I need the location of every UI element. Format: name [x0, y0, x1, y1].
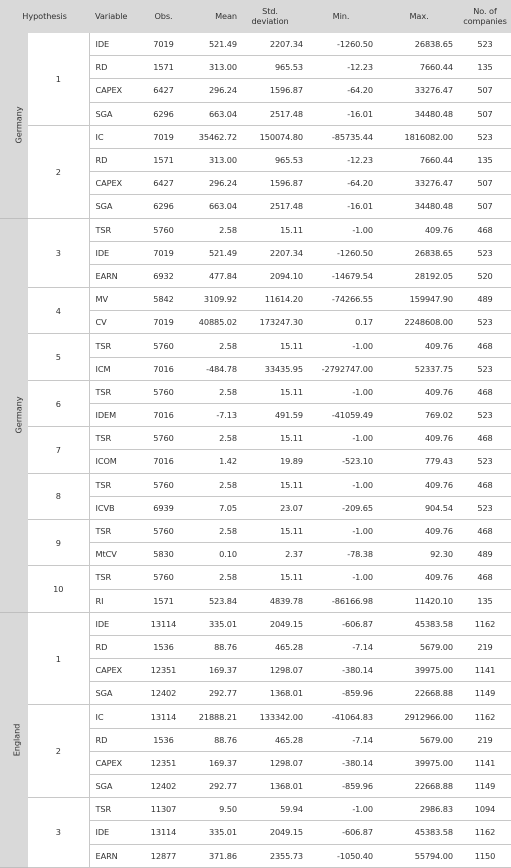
header-mean: Mean — [186, 0, 237, 33]
header-row — [0, 0, 511, 33]
obs-cell: 1536 — [141, 635, 186, 658]
obs-cell: 13114 — [141, 821, 186, 844]
mean-cell: 292.77 — [186, 682, 237, 705]
companies-cell: 135 — [459, 56, 511, 79]
min-cell: -1.00 — [303, 427, 379, 450]
header-std-line2: deviation — [251, 15, 289, 26]
variable-cell: ICVB — [89, 496, 141, 519]
variable-cell: IDE — [89, 612, 141, 635]
max-cell: 52337.75 — [379, 357, 459, 380]
min-cell: -16.01 — [303, 195, 379, 218]
mean-cell: 477.84 — [186, 264, 237, 287]
std-cell: 465.28 — [237, 728, 303, 751]
min-cell: -2792747.00 — [303, 357, 379, 380]
companies-cell: 523 — [459, 357, 511, 380]
table-row — [0, 566, 511, 589]
std-cell: 1368.01 — [237, 775, 303, 798]
companies-cell: 219 — [459, 728, 511, 751]
mean-cell: 3109.92 — [186, 288, 237, 311]
max-cell: 34480.48 — [379, 195, 459, 218]
max-cell: 7660.44 — [379, 148, 459, 171]
std-cell: 2049.15 — [237, 612, 303, 635]
max-cell: 409.76 — [379, 566, 459, 589]
max-cell: 22668.88 — [379, 682, 459, 705]
companies-cell: 523 — [459, 241, 511, 264]
companies-cell: 489 — [459, 288, 511, 311]
std-cell: 1596.87 — [237, 79, 303, 102]
max-cell: 409.76 — [379, 218, 459, 241]
table-body — [0, 33, 511, 867]
obs-cell: 7019 — [141, 125, 186, 148]
min-cell: -64.20 — [303, 79, 379, 102]
companies-cell: 523 — [459, 450, 511, 473]
obs-cell: 5760 — [141, 334, 186, 357]
companies-cell: 523 — [459, 311, 511, 334]
mean-cell: 2.58 — [186, 473, 237, 496]
variable-cell: TSR — [89, 798, 141, 821]
header-obs: Obs. — [141, 0, 186, 33]
variable-cell: ICOM — [89, 450, 141, 473]
mean-cell: 313.00 — [186, 56, 237, 79]
variable-cell: CAPEX — [89, 751, 141, 774]
min-cell: -16.01 — [303, 102, 379, 125]
obs-cell: 5842 — [141, 288, 186, 311]
max-cell: 769.02 — [379, 404, 459, 427]
mean-cell: 296.24 — [186, 172, 237, 195]
hypothesis-number: 6 — [28, 380, 89, 426]
max-cell: 33276.47 — [379, 79, 459, 102]
min-cell: -1.00 — [303, 798, 379, 821]
header-std-deviation — [237, 0, 303, 33]
max-cell: 28192.05 — [379, 264, 459, 287]
max-cell: 159947.90 — [379, 288, 459, 311]
variable-cell: SGA — [89, 102, 141, 125]
companies-cell: 507 — [459, 102, 511, 125]
companies-cell: 468 — [459, 566, 511, 589]
min-cell: -78.38 — [303, 543, 379, 566]
std-cell: 23.07 — [237, 496, 303, 519]
std-cell: 491.59 — [237, 404, 303, 427]
obs-cell: 7016 — [141, 450, 186, 473]
variable-cell: ICM — [89, 357, 141, 380]
companies-cell: 1149 — [459, 775, 511, 798]
std-cell: 19.89 — [237, 450, 303, 473]
min-cell: -1.00 — [303, 566, 379, 589]
mean-cell: 88.76 — [186, 635, 237, 658]
variable-cell: SGA — [89, 682, 141, 705]
companies-cell: 523 — [459, 496, 511, 519]
min-cell: -1.00 — [303, 218, 379, 241]
std-cell: 465.28 — [237, 635, 303, 658]
mean-cell: 169.37 — [186, 659, 237, 682]
max-cell: 39975.00 — [379, 659, 459, 682]
std-cell: 59.94 — [237, 798, 303, 821]
companies-cell: 1162 — [459, 612, 511, 635]
obs-cell: 6939 — [141, 496, 186, 519]
mean-cell: 88.76 — [186, 728, 237, 751]
mean-cell: 35462.72 — [186, 125, 237, 148]
companies-cell: 520 — [459, 264, 511, 287]
obs-cell: 7019 — [141, 241, 186, 264]
obs-cell: 6296 — [141, 195, 186, 218]
min-cell: -1050.40 — [303, 844, 379, 867]
table-row — [0, 519, 511, 542]
min-cell: -859.96 — [303, 682, 379, 705]
obs-cell: 12351 — [141, 751, 186, 774]
hypothesis-number: 4 — [28, 288, 89, 334]
companies-cell: 468 — [459, 427, 511, 450]
min-cell: -7.14 — [303, 635, 379, 658]
obs-cell: 7016 — [141, 357, 186, 380]
std-cell: 133342.00 — [237, 705, 303, 728]
header-hypothesis: Hypothesis — [0, 0, 89, 33]
mean-cell: 1.42 — [186, 450, 237, 473]
mean-cell: 521.49 — [186, 33, 237, 56]
max-cell: 5679.00 — [379, 635, 459, 658]
mean-cell: 2.58 — [186, 380, 237, 403]
variable-cell: RD — [89, 148, 141, 171]
companies-cell: 523 — [459, 404, 511, 427]
std-cell: 2207.34 — [237, 241, 303, 264]
mean-cell: 335.01 — [186, 821, 237, 844]
companies-cell: 523 — [459, 33, 511, 56]
mean-cell: 2.58 — [186, 566, 237, 589]
std-cell: 2517.48 — [237, 102, 303, 125]
mean-cell: 521.49 — [186, 241, 237, 264]
std-cell: 15.11 — [237, 519, 303, 542]
hypothesis-number: 9 — [28, 519, 89, 565]
companies-cell: 1141 — [459, 659, 511, 682]
mean-cell: 2.58 — [186, 427, 237, 450]
hypothesis-number: 10 — [28, 566, 89, 612]
max-cell: 5679.00 — [379, 728, 459, 751]
variable-cell: TSR — [89, 427, 141, 450]
obs-cell: 5760 — [141, 380, 186, 403]
obs-cell: 1571 — [141, 148, 186, 171]
mean-cell: 523.84 — [186, 589, 237, 612]
variable-cell: TSR — [89, 218, 141, 241]
country-label-cell — [0, 33, 28, 218]
min-cell: -209.65 — [303, 496, 379, 519]
min-cell: -1260.50 — [303, 241, 379, 264]
country-label: Germany — [13, 106, 24, 144]
variable-cell: CV — [89, 311, 141, 334]
std-cell: 173247.30 — [237, 311, 303, 334]
variable-cell: SGA — [89, 775, 141, 798]
hypothesis-number: 3 — [28, 218, 89, 288]
companies-cell: 468 — [459, 218, 511, 241]
mean-cell: 313.00 — [186, 148, 237, 171]
max-cell: 904.54 — [379, 496, 459, 519]
obs-cell: 5830 — [141, 543, 186, 566]
variable-cell: IDEM — [89, 404, 141, 427]
obs-cell: 12351 — [141, 659, 186, 682]
header-companies-line2: companies — [463, 15, 507, 26]
variable-cell: SGA — [89, 195, 141, 218]
min-cell: -380.14 — [303, 751, 379, 774]
min-cell: -85735.44 — [303, 125, 379, 148]
hypothesis-number: 1 — [28, 612, 89, 705]
std-cell: 33435.95 — [237, 357, 303, 380]
min-cell: -1260.50 — [303, 33, 379, 56]
max-cell: 26838.65 — [379, 241, 459, 264]
variable-cell: RD — [89, 56, 141, 79]
header-min: Min. — [303, 0, 379, 33]
variable-cell: EARN — [89, 264, 141, 287]
obs-cell: 5760 — [141, 566, 186, 589]
table-header — [0, 0, 511, 33]
min-cell: -64.20 — [303, 172, 379, 195]
companies-cell: 507 — [459, 79, 511, 102]
header-companies-line1: No. of — [473, 6, 497, 17]
max-cell: 55794.00 — [379, 844, 459, 867]
table-row — [0, 380, 511, 403]
std-cell: 2049.15 — [237, 821, 303, 844]
obs-cell: 6427 — [141, 172, 186, 195]
std-cell: 15.11 — [237, 473, 303, 496]
obs-cell: 1571 — [141, 56, 186, 79]
companies-cell: 468 — [459, 473, 511, 496]
mean-cell: 9.50 — [186, 798, 237, 821]
obs-cell: 5760 — [141, 427, 186, 450]
mean-cell: 40885.02 — [186, 311, 237, 334]
min-cell: -12.23 — [303, 148, 379, 171]
max-cell: 779.43 — [379, 450, 459, 473]
obs-cell: 12402 — [141, 775, 186, 798]
min-cell: -1.00 — [303, 473, 379, 496]
max-cell: 409.76 — [379, 334, 459, 357]
mean-cell: 169.37 — [186, 751, 237, 774]
hypothesis-number: 2 — [28, 705, 89, 798]
std-cell: 15.11 — [237, 380, 303, 403]
variable-cell: TSR — [89, 380, 141, 403]
hypothesis-number: 2 — [28, 125, 89, 218]
std-cell: 2355.73 — [237, 844, 303, 867]
variable-cell: IC — [89, 125, 141, 148]
max-cell: 409.76 — [379, 380, 459, 403]
min-cell: -1.00 — [303, 380, 379, 403]
companies-cell: 1162 — [459, 821, 511, 844]
mean-cell: 335.01 — [186, 612, 237, 635]
std-cell: 2094.10 — [237, 264, 303, 287]
obs-cell: 6932 — [141, 264, 186, 287]
obs-cell: 7019 — [141, 33, 186, 56]
obs-cell: 5760 — [141, 519, 186, 542]
header-max: Max. — [379, 0, 459, 33]
companies-cell: 1141 — [459, 751, 511, 774]
std-cell: 11614.20 — [237, 288, 303, 311]
hypothesis-number: 7 — [28, 427, 89, 473]
max-cell: 2912966.00 — [379, 705, 459, 728]
obs-cell: 5760 — [141, 473, 186, 496]
obs-cell: 6427 — [141, 79, 186, 102]
std-cell: 15.11 — [237, 334, 303, 357]
variable-cell: TSR — [89, 473, 141, 496]
min-cell: -12.23 — [303, 56, 379, 79]
variable-cell: IC — [89, 705, 141, 728]
min-cell: -74266.55 — [303, 288, 379, 311]
max-cell: 7660.44 — [379, 56, 459, 79]
mean-cell: -484.78 — [186, 357, 237, 380]
std-cell: 15.11 — [237, 427, 303, 450]
max-cell: 45383.58 — [379, 821, 459, 844]
std-cell: 4839.78 — [237, 589, 303, 612]
mean-cell: 2.58 — [186, 519, 237, 542]
min-cell: 0.17 — [303, 311, 379, 334]
variable-cell: IDE — [89, 33, 141, 56]
min-cell: -41064.83 — [303, 705, 379, 728]
std-cell: 1298.07 — [237, 751, 303, 774]
std-cell: 150074.80 — [237, 125, 303, 148]
companies-cell: 1149 — [459, 682, 511, 705]
std-cell: 1368.01 — [237, 682, 303, 705]
std-cell: 15.11 — [237, 566, 303, 589]
std-cell: 965.53 — [237, 56, 303, 79]
min-cell: -606.87 — [303, 821, 379, 844]
std-cell: 965.53 — [237, 148, 303, 171]
min-cell: -86166.98 — [303, 589, 379, 612]
companies-cell: 468 — [459, 380, 511, 403]
companies-cell: 1162 — [459, 705, 511, 728]
min-cell: -380.14 — [303, 659, 379, 682]
min-cell: -14679.54 — [303, 264, 379, 287]
max-cell: 39975.00 — [379, 751, 459, 774]
mean-cell: 292.77 — [186, 775, 237, 798]
country-label: England — [11, 723, 22, 756]
variable-cell: IDE — [89, 821, 141, 844]
companies-cell: 489 — [459, 543, 511, 566]
mean-cell: 2.58 — [186, 334, 237, 357]
obs-cell: 11307 — [141, 798, 186, 821]
table-row — [0, 334, 511, 357]
hypothesis-number: 8 — [28, 473, 89, 519]
max-cell: 11420.10 — [379, 589, 459, 612]
max-cell: 2986.83 — [379, 798, 459, 821]
mean-cell: 663.04 — [186, 102, 237, 125]
mean-cell: -7.13 — [186, 404, 237, 427]
min-cell: -1.00 — [303, 519, 379, 542]
max-cell: 45383.58 — [379, 612, 459, 635]
companies-cell: 523 — [459, 125, 511, 148]
companies-cell: 507 — [459, 195, 511, 218]
max-cell: 2248608.00 — [379, 311, 459, 334]
companies-cell: 1150 — [459, 844, 511, 867]
obs-cell: 5760 — [141, 218, 186, 241]
companies-cell: 135 — [459, 148, 511, 171]
header-variable: Variable — [89, 0, 141, 33]
table-row — [0, 33, 511, 56]
table-row — [0, 288, 511, 311]
obs-cell: 7016 — [141, 404, 186, 427]
companies-cell: 468 — [459, 334, 511, 357]
obs-cell: 1571 — [141, 589, 186, 612]
variable-cell: TSR — [89, 519, 141, 542]
variable-cell: CAPEX — [89, 79, 141, 102]
companies-cell: 507 — [459, 172, 511, 195]
mean-cell: 2.58 — [186, 218, 237, 241]
table-row — [0, 473, 511, 496]
std-cell: 2517.48 — [237, 195, 303, 218]
table-row — [0, 705, 511, 728]
std-cell: 1298.07 — [237, 659, 303, 682]
mean-cell: 21888.21 — [186, 705, 237, 728]
companies-cell: 468 — [459, 519, 511, 542]
table-row — [0, 798, 511, 821]
min-cell: -7.14 — [303, 728, 379, 751]
header-std-line1: Std. — [262, 6, 278, 17]
min-cell: -1.00 — [303, 334, 379, 357]
table-row — [0, 218, 511, 241]
country-label-cell — [0, 612, 28, 867]
max-cell: 22668.88 — [379, 775, 459, 798]
std-cell: 2.37 — [237, 543, 303, 566]
obs-cell: 12402 — [141, 682, 186, 705]
variable-cell: RD — [89, 635, 141, 658]
variable-cell: RI — [89, 589, 141, 612]
country-label-cell — [0, 218, 28, 612]
max-cell: 26838.65 — [379, 33, 459, 56]
max-cell: 409.76 — [379, 473, 459, 496]
companies-cell: 219 — [459, 635, 511, 658]
header-companies — [459, 0, 511, 33]
max-cell: 92.30 — [379, 543, 459, 566]
min-cell: -41059.49 — [303, 404, 379, 427]
companies-cell: 1094 — [459, 798, 511, 821]
hypothesis-number: 3 — [28, 798, 89, 868]
std-cell: 15.11 — [237, 218, 303, 241]
mean-cell: 663.04 — [186, 195, 237, 218]
variable-cell: CAPEX — [89, 172, 141, 195]
max-cell: 409.76 — [379, 427, 459, 450]
obs-cell: 13114 — [141, 705, 186, 728]
obs-cell: 13114 — [141, 612, 186, 635]
mean-cell: 7.05 — [186, 496, 237, 519]
obs-cell: 7019 — [141, 311, 186, 334]
obs-cell: 1536 — [141, 728, 186, 751]
max-cell: 409.76 — [379, 519, 459, 542]
obs-cell: 12877 — [141, 844, 186, 867]
min-cell: -859.96 — [303, 775, 379, 798]
std-cell: 2207.34 — [237, 33, 303, 56]
min-cell: -606.87 — [303, 612, 379, 635]
table-row — [0, 427, 511, 450]
variable-cell: EARN — [89, 844, 141, 867]
table-row — [0, 125, 511, 148]
max-cell: 33276.47 — [379, 172, 459, 195]
variable-cell: MV — [89, 288, 141, 311]
variable-cell: CAPEX — [89, 659, 141, 682]
mean-cell: 296.24 — [186, 79, 237, 102]
mean-cell: 371.86 — [186, 844, 237, 867]
companies-cell: 135 — [459, 589, 511, 612]
country-label: Germany — [13, 396, 24, 434]
hypothesis-number: 1 — [28, 33, 89, 125]
min-cell: -523.10 — [303, 450, 379, 473]
variable-cell: RD — [89, 728, 141, 751]
std-cell: 1596.87 — [237, 172, 303, 195]
variable-cell: IDE — [89, 241, 141, 264]
table-row — [0, 612, 511, 635]
mean-cell: 0.10 — [186, 543, 237, 566]
obs-cell: 6296 — [141, 102, 186, 125]
variable-cell: MtCV — [89, 543, 141, 566]
hypothesis-number: 5 — [28, 334, 89, 380]
max-cell: 34480.48 — [379, 102, 459, 125]
variable-cell: TSR — [89, 334, 141, 357]
max-cell: 1816082.00 — [379, 125, 459, 148]
variable-cell: TSR — [89, 566, 141, 589]
